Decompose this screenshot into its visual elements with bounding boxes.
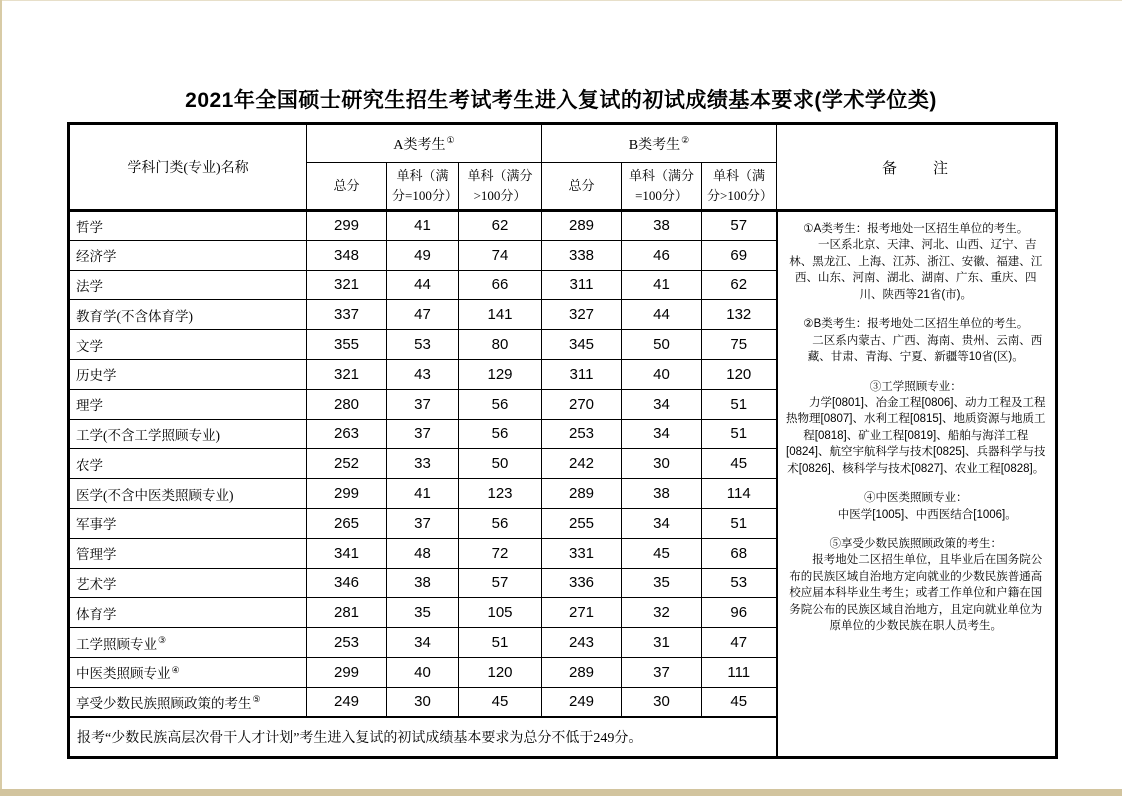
score-cell: 45	[622, 538, 702, 568]
group-a-label: A类考生	[393, 137, 446, 153]
header-row-groups	[69, 124, 1057, 163]
remark-body: 中医学[1005]、中西医结合[1006]。	[837, 508, 1017, 521]
column-header-a-single100: 单科（满分=100分）	[387, 163, 459, 211]
score-cell: 263	[307, 419, 387, 449]
score-cell: 34	[622, 419, 702, 449]
score-cell: 34	[622, 508, 702, 538]
footnote-marker: ④	[171, 664, 180, 675]
score-cell: 321	[307, 270, 387, 300]
remarks-text	[785, 221, 1048, 635]
subject-label-cell	[69, 449, 307, 479]
score-cell: 38	[622, 479, 702, 509]
score-cell: 280	[307, 389, 387, 419]
score-cell: 44	[622, 300, 702, 330]
scan-edge-left	[0, 0, 2, 796]
subject-name: 文学	[76, 338, 103, 354]
score-cell: 48	[387, 538, 459, 568]
remark-section	[785, 379, 1048, 478]
score-cell: 355	[307, 330, 387, 360]
score-cell: 74	[459, 240, 542, 270]
subject-name: 工学照顾专业	[76, 636, 157, 652]
score-cell: 336	[542, 568, 622, 598]
score-cell: 299	[307, 211, 387, 241]
score-cell: 243	[542, 628, 622, 658]
column-header-group-a	[307, 124, 542, 163]
remark-head: ①A类考生：报考地处一区招生单位的考生。	[803, 223, 1029, 235]
score-cell: 281	[307, 598, 387, 628]
column-header-remarks: 备 注	[777, 124, 1057, 211]
remark-section	[785, 536, 1048, 635]
score-cell: 30	[622, 687, 702, 717]
remark-section	[785, 490, 1048, 523]
score-cell: 51	[702, 389, 777, 419]
score-cell: 311	[542, 359, 622, 389]
remark-body: 力学[0801]、冶金工程[0806]、动力工程及工程热物理[0807]、水利工程[0815]、地质资源与地质工程[0818]、矿业工程[0819]、船舶与海洋工程[0824]、航空宇航科学与技术[0825]、兵器科学与技术[0826]、核科学与技术[0827]、农业工程[0828]。	[786, 396, 1046, 475]
score-cell: 249	[307, 687, 387, 717]
score-cell: 341	[307, 538, 387, 568]
subject-label-cell	[69, 568, 307, 598]
remark-section	[785, 221, 1048, 303]
column-header-subject: 学科门类(专业)名称	[69, 124, 307, 211]
subject-label-cell	[69, 419, 307, 449]
remark-head: ④中医类照顾专业：	[864, 492, 968, 505]
column-header-a-total: 总分	[307, 163, 387, 211]
score-cell: 66	[459, 270, 542, 300]
subject-label-cell	[69, 211, 307, 241]
score-cell: 40	[387, 657, 459, 687]
score-cell: 38	[387, 568, 459, 598]
score-cell: 105	[459, 598, 542, 628]
footnote-marker-2: ②	[681, 134, 690, 145]
subject-name: 理学	[76, 398, 103, 414]
score-cell: 327	[542, 300, 622, 330]
subject-label-cell	[69, 538, 307, 568]
score-cell: 51	[459, 628, 542, 658]
page-title: 2021年全国硕士研究生招生考试考生进入复试的初试成绩基本要求(学术学位类)	[185, 89, 937, 112]
subject-label-cell	[69, 240, 307, 270]
remark-section	[785, 316, 1048, 365]
score-cell: 129	[459, 359, 542, 389]
score-cell: 45	[702, 687, 777, 717]
subject-label-cell	[69, 270, 307, 300]
score-cell: 45	[702, 449, 777, 479]
score-cell: 265	[307, 508, 387, 538]
score-cell: 348	[307, 240, 387, 270]
score-cell: 337	[307, 300, 387, 330]
subject-label-cell	[69, 657, 307, 687]
table-row	[69, 211, 1057, 241]
subject-name: 体育学	[76, 606, 117, 622]
column-header-b-single-over100: 单科（满分>100分）	[702, 163, 777, 211]
score-cell: 34	[622, 389, 702, 419]
score-cell: 123	[459, 479, 542, 509]
score-cell: 141	[459, 300, 542, 330]
column-header-group-b	[542, 124, 777, 163]
score-cell: 37	[387, 389, 459, 419]
score-cell: 56	[459, 419, 542, 449]
score-cell: 49	[387, 240, 459, 270]
score-cell: 331	[542, 538, 622, 568]
score-cell: 32	[622, 598, 702, 628]
subject-name: 农学	[76, 457, 103, 473]
score-cell: 51	[702, 419, 777, 449]
subject-name: 享受少数民族照顾政策的考生	[76, 695, 252, 711]
score-cell: 38	[622, 211, 702, 241]
score-cell: 50	[622, 330, 702, 360]
score-cell: 35	[622, 568, 702, 598]
score-cell: 289	[542, 211, 622, 241]
footer-note: 报考“少数民族高层次骨干人才计划”考生进入复试的初试成绩基本要求为总分不低于249分。	[69, 717, 777, 758]
score-cell: 72	[459, 538, 542, 568]
score-cell: 51	[702, 508, 777, 538]
score-cell: 53	[387, 330, 459, 360]
subject-name: 管理学	[76, 547, 117, 563]
score-cell: 346	[307, 568, 387, 598]
subject-label-cell	[69, 359, 307, 389]
score-cell: 44	[387, 270, 459, 300]
score-cell: 120	[702, 359, 777, 389]
remark-head: ②B类考生：报考地处二区招生单位的考生。	[803, 318, 1029, 331]
subject-label-cell	[69, 389, 307, 419]
score-cell: 45	[459, 687, 542, 717]
subject-name: 经济学	[76, 249, 117, 265]
score-cell: 114	[702, 479, 777, 509]
score-cell: 53	[702, 568, 777, 598]
score-cell: 345	[542, 330, 622, 360]
score-cell: 132	[702, 300, 777, 330]
subject-label-cell	[69, 508, 307, 538]
subject-label-cell	[69, 628, 307, 658]
score-cell: 30	[622, 449, 702, 479]
score-cell: 56	[459, 389, 542, 419]
score-cell: 41	[622, 270, 702, 300]
score-cell: 69	[702, 240, 777, 270]
score-cell: 242	[542, 449, 622, 479]
score-cell: 253	[307, 628, 387, 658]
remark-head: ⑤享受少数民族照顾政策的考生：	[829, 538, 1003, 550]
subject-name: 哲学	[76, 219, 103, 235]
group-b-label: B类考生	[628, 137, 681, 153]
score-cell: 249	[542, 687, 622, 717]
score-cell: 33	[387, 449, 459, 479]
score-cell: 111	[702, 657, 777, 687]
subject-label-cell	[69, 479, 307, 509]
subject-name: 军事学	[76, 517, 117, 533]
score-cell: 57	[459, 568, 542, 598]
score-cell: 289	[542, 479, 622, 509]
score-cell: 299	[307, 479, 387, 509]
subject-label-cell	[69, 300, 307, 330]
subject-name: 历史学	[76, 368, 117, 384]
score-cell: 120	[459, 657, 542, 687]
score-cell: 46	[622, 240, 702, 270]
subject-name: 法学	[76, 278, 103, 294]
score-cell: 68	[702, 538, 777, 568]
subject-name: 艺术学	[76, 576, 117, 592]
remark-body: 一区系北京、天津、河北、山西、辽宁、吉林、黑龙江、上海、江苏、浙江、安徽、福建、江西、山东、河南、湖北、湖南、广东、重庆、四川、陕西等21省(市)。	[789, 239, 1043, 301]
score-cell: 30	[387, 687, 459, 717]
score-cell: 62	[702, 270, 777, 300]
footnote-marker: ③	[158, 635, 167, 646]
subject-name: 中医类照顾专业	[76, 666, 171, 682]
score-cell: 43	[387, 359, 459, 389]
score-cell: 34	[387, 628, 459, 658]
score-cell: 41	[387, 211, 459, 241]
score-cell: 47	[387, 300, 459, 330]
score-cell: 253	[542, 419, 622, 449]
score-cell: 31	[622, 628, 702, 658]
score-cell: 50	[459, 449, 542, 479]
score-table	[67, 122, 1058, 759]
score-cell: 37	[387, 419, 459, 449]
score-cell: 252	[307, 449, 387, 479]
score-cell: 299	[307, 657, 387, 687]
score-cell: 311	[542, 270, 622, 300]
score-cell: 62	[459, 211, 542, 241]
scan-edge-top	[0, 0, 1122, 1]
score-cell: 47	[702, 628, 777, 658]
score-cell: 40	[622, 359, 702, 389]
column-header-a-single-over100: 单科（满分>100分）	[459, 163, 542, 211]
subject-name: 医学(不含中医类照顾专业)	[76, 487, 234, 503]
subject-label-cell	[69, 330, 307, 360]
scan-edge-bottom	[0, 789, 1122, 796]
subject-name: 教育学(不含体育学)	[76, 308, 193, 324]
subject-name: 工学(不含工学照顾专业)	[76, 427, 220, 443]
column-header-b-total: 总分	[542, 163, 622, 211]
score-cell: 255	[542, 508, 622, 538]
column-header-b-single100: 单科（满分=100分）	[622, 163, 702, 211]
score-cell: 37	[622, 657, 702, 687]
score-cell: 289	[542, 657, 622, 687]
score-cell: 80	[459, 330, 542, 360]
score-cell: 41	[387, 479, 459, 509]
score-cell: 270	[542, 389, 622, 419]
subject-label-cell	[69, 598, 307, 628]
score-cell: 271	[542, 598, 622, 628]
remark-body: 二区系内蒙古、广西、海南、贵州、云南、西藏、甘肃、青海、宁夏、新疆等10省(区)。	[807, 334, 1043, 364]
score-cell: 56	[459, 508, 542, 538]
score-cell: 35	[387, 598, 459, 628]
score-cell: 57	[702, 211, 777, 241]
score-cell: 75	[702, 330, 777, 360]
footnote-marker-1: ①	[446, 134, 455, 145]
score-cell: 321	[307, 359, 387, 389]
remark-head: ③工学照顾专业：	[869, 380, 962, 393]
remarks-panel	[777, 211, 1057, 758]
footnote-marker: ⑤	[252, 694, 261, 705]
subject-label-cell	[69, 687, 307, 717]
score-cell: 96	[702, 598, 777, 628]
remark-body: 报考地处二区招生单位，且毕业后在国务院公布的民族区域自治地方定向就业的少数民族普通高校应届本科毕业生考生；或者工作单位和户籍在国务院公布的民族区域自治地方，且定向就业单位为原单位的少数民族在职人员考生。	[789, 554, 1043, 633]
score-cell: 37	[387, 508, 459, 538]
score-cell: 338	[542, 240, 622, 270]
